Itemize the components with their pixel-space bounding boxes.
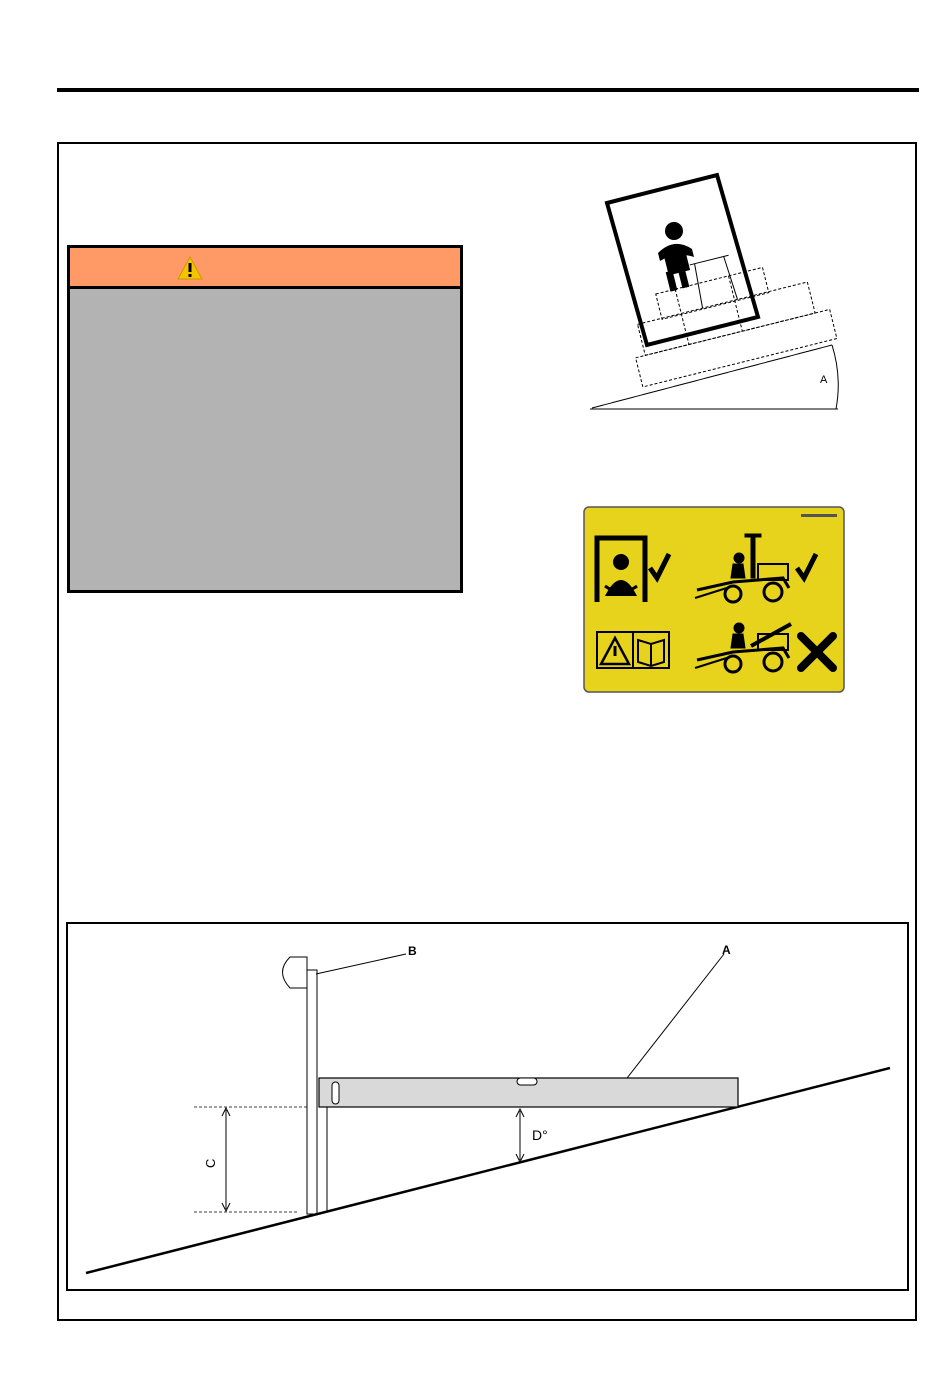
warning-triangle-icon <box>177 256 203 280</box>
angle-label-a: A <box>820 374 828 386</box>
label-b: B <box>408 944 417 958</box>
warning-header <box>70 248 460 289</box>
decal-part-number <box>801 514 837 517</box>
label-c: C <box>203 1158 218 1168</box>
label-d: D° <box>532 1127 548 1143</box>
rops-safety-decal <box>583 506 845 693</box>
rollover-slope-figure <box>580 165 850 415</box>
header-rule <box>57 88 919 92</box>
label-a: A <box>722 943 731 957</box>
slope-measurement-figure <box>66 922 909 1291</box>
warning-box <box>67 245 463 593</box>
